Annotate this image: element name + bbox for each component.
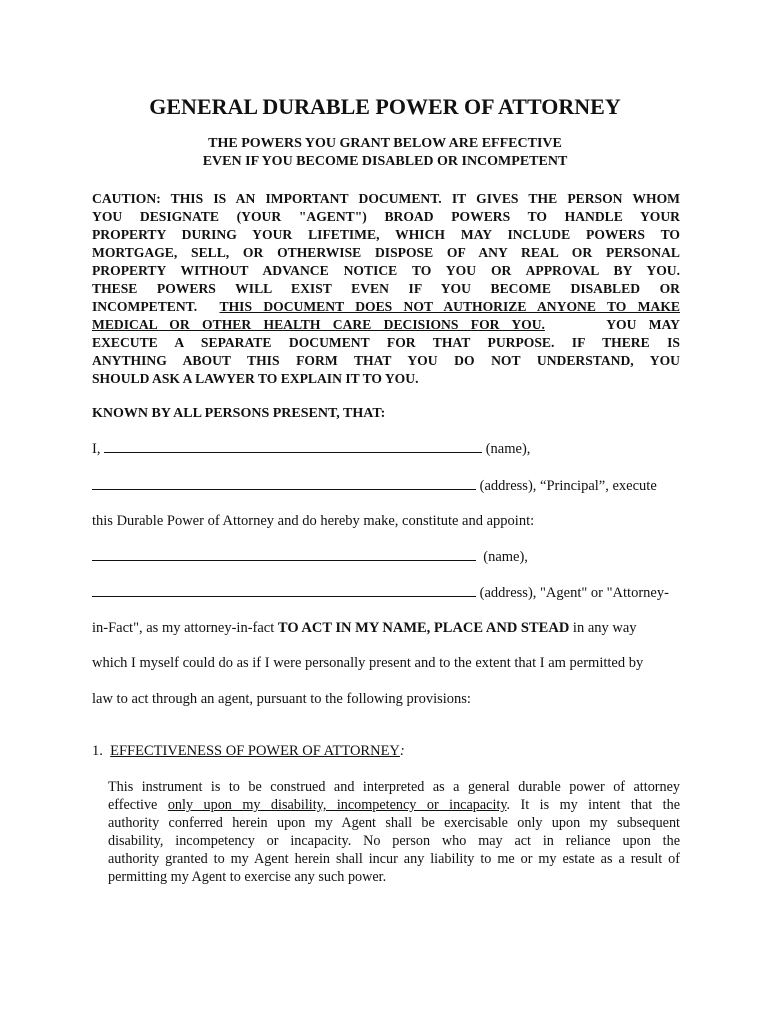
name-label: (name), (485, 441, 531, 457)
caution-line: MORTGAGE, SELL, OR OTHERWISE DISPOSE OF ANY REAL OR PERSONAL (92, 245, 680, 260)
paragraph-line: authority granted to my Agent herein shall incur any liability to me or my estate as a result of (108, 851, 680, 867)
infact-bold-text: TO ACT IN MY NAME, PLACE AND STEAD (277, 620, 570, 636)
caution-line: THESE POWERS WILL EXIST EVEN IF YOU BECOME DISABLED OR (92, 281, 680, 296)
section-colon: : (399, 743, 405, 759)
known-heading: KNOWN BY ALL PERSONS PRESENT, THAT: (92, 406, 386, 421)
i-prefix: I, (92, 441, 101, 457)
law-line: law to act through an agent, pursuant to the following provisions: (92, 691, 471, 707)
subtitle-line-1: THE POWERS YOU GRANT BELOW ARE EFFECTIVE (208, 136, 562, 151)
caution-line (92, 317, 680, 335)
address-label: (address), “Principal”, execute (479, 478, 657, 494)
appoint-text: this Durable Power of Attorney and do hereby make, constitute and appoint: (92, 513, 535, 529)
agent-address-field[interactable] (92, 584, 476, 597)
caution-line: YOU DESIGNATE (YOUR "AGENT") BROAD POWERS TO HANDLE YOUR (92, 209, 680, 224)
caution-line: SHOULD ASK A LAWYER TO EXPLAIN IT TO YOU. (92, 371, 419, 386)
paragraph-line: permitting my Agent to exercise any such power. (108, 869, 387, 885)
agent-name-line (92, 548, 528, 566)
caution-line: CAUTION: THIS IS AN IMPORTANT DOCUMENT. IT GIVES THE PERSON WHOM (92, 191, 680, 206)
principal-name-line (92, 440, 530, 458)
section-1-heading (92, 743, 405, 760)
section-title: EFFECTIVENESS OF POWER OF ATTORNEY (110, 743, 400, 759)
infact-line (92, 620, 637, 637)
principal-name-field[interactable] (104, 440, 482, 453)
address-label: (address), "Agent" or "Attorney- (479, 585, 669, 601)
caution-line: ANYTHING ABOUT THIS FORM THAT YOU DO NOT UNDERSTAND, YOU (92, 353, 680, 368)
section-number: 1. (92, 743, 103, 759)
caution-text: YOU MAY (606, 317, 680, 332)
caution-line (92, 299, 680, 317)
caution-text: INCOMPETENT. (92, 299, 198, 314)
document-title: GENERAL DURABLE POWER OF ATTORNEY (149, 94, 621, 119)
paragraph-line: authority conferred herein upon my Agent shall be exercisable only upon my subsequent (108, 815, 680, 831)
caution-line: PROPERTY DURING YOUR LIFETIME, WHICH MAY INCLUDE POWERS TO (92, 227, 680, 242)
paragraph-line: This instrument is to be construed and interpreted as a general durable power of attorney (108, 779, 680, 795)
caution-underlined-text: MEDICAL OR OTHER HEALTH CARE DECISIONS FOR YOU. (92, 317, 545, 332)
name-label: (name), (483, 549, 528, 565)
text: . It is my intent that the (506, 797, 680, 813)
infact-text: in any way (572, 620, 637, 636)
text: effective (108, 797, 158, 813)
agent-name-field[interactable] (92, 548, 476, 561)
principal-address-line (92, 477, 657, 495)
paragraph-line: disability, incompetency or incapacity. No person who may act in reliance upon the (108, 833, 680, 849)
infact-text: in-Fact", as my attorney-in-fact (92, 620, 275, 636)
subtitle-line-2: EVEN IF YOU BECOME DISABLED OR INCOMPETENT (202, 154, 568, 169)
underlined-text: only upon my disability, incompetency or incapacity (167, 797, 507, 813)
which-line: which I myself could do as if I were personally present and to the extent that I am permitted by (92, 655, 644, 671)
agent-address-line (92, 584, 669, 602)
principal-address-field[interactable] (92, 477, 476, 490)
caution-line: EXECUTE A SEPARATE DOCUMENT FOR THAT PURPOSE. IF THERE IS (92, 335, 680, 350)
paragraph-line (108, 797, 680, 814)
caution-underlined-text: THIS DOCUMENT DOES NOT AUTHORIZE ANYONE TO MAKE (219, 299, 680, 314)
caution-line: PROPERTY WITHOUT ADVANCE NOTICE TO YOU OR APPROVAL BY YOU. (92, 263, 680, 278)
